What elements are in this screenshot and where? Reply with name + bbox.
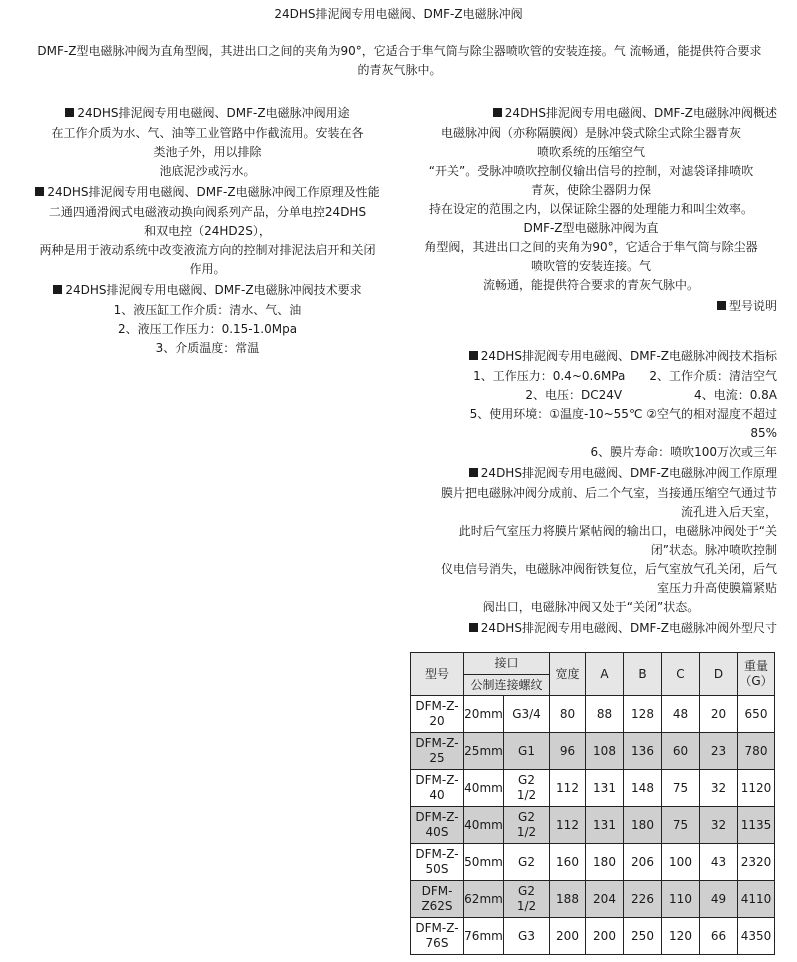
square-bullet-icon	[65, 108, 74, 117]
square-bullet-icon	[469, 351, 478, 360]
cell-weight	[738, 696, 775, 733]
header-model: 型号	[411, 653, 464, 696]
intro-line-2: 的青灰气脉中。	[357, 63, 442, 77]
cell-model	[411, 770, 464, 807]
cell-d	[700, 881, 738, 918]
header-b: B	[624, 653, 662, 696]
tech-line: 3、介质温度：常温	[155, 341, 260, 355]
cell-width-text: 112	[556, 780, 579, 795]
principle-line: 二通四通滑阀式电磁液动换向阀系列产品，分单电控24DHS	[48, 205, 367, 219]
cell-port	[464, 696, 504, 733]
cell-port-text: 40mm	[464, 817, 503, 832]
cell-a-text: 131	[593, 817, 616, 832]
cell-model	[411, 733, 464, 770]
cell-weight	[738, 807, 775, 844]
tech-line: 2、液压工作压力：0.15-1.0Mpa	[117, 322, 298, 336]
cell-a	[586, 807, 624, 844]
table-row	[411, 696, 775, 733]
indicator-heading-text: 24DHS排泥阀专用电磁阀、DMF-Z电磁脉冲阀技术指标	[480, 349, 777, 363]
cell-width-text: 200	[556, 928, 579, 943]
cell-a	[586, 770, 624, 807]
overview-line: DMF-Z型电磁脉冲阀为直	[523, 221, 659, 235]
cell-weight-text: 1135	[740, 817, 772, 832]
cell-width	[550, 844, 586, 881]
cell-port-text: 40mm	[464, 780, 503, 795]
cell-a-text: 200	[593, 928, 616, 943]
header-d: D	[700, 653, 738, 696]
use-line: 在工作介质为水、气、油等工业管路中作截流用。安装在各	[51, 126, 364, 140]
cell-weight-text: 1120	[740, 780, 772, 795]
cell-thread-text: 1/2	[516, 825, 537, 839]
model-note-text: 型号说明	[728, 299, 777, 313]
cell-model-text: DFM-	[421, 884, 453, 898]
working-line: 室压力升高使膜篇紧贴	[656, 581, 777, 595]
cell-model-text: Z62S	[421, 899, 453, 913]
cell-model-text: DFM-Z-	[415, 921, 459, 935]
cell-a	[586, 733, 624, 770]
cell-b	[624, 770, 662, 807]
intro-line-1: DMF-Z型电磁脉冲阀为直角型阀，其进出口之间的夹角为90°，它适合于隼气筒与除尘器喷吹管的安装连接。气 流畅通，能提供符合要求	[37, 44, 762, 58]
indicator-line: 1、工作压力：0.4~0.6MPa 2、工作介质：清洁空气	[473, 369, 777, 383]
cell-b	[624, 807, 662, 844]
cell-c-text: 120	[669, 928, 692, 943]
working-heading-text: 24DHS排泥阀专用电磁阀、DMF-Z电磁脉冲阀工作原理	[480, 466, 777, 480]
cell-b	[624, 733, 662, 770]
use-line: 池底泥沙或污水。	[159, 164, 256, 178]
cell-a	[586, 918, 624, 955]
square-bullet-icon	[717, 301, 726, 310]
square-bullet-icon	[493, 108, 502, 117]
cell-a	[586, 696, 624, 733]
overview-line: 喷吹管的安装连接。气	[530, 259, 651, 273]
cell-thread-text: G2	[518, 773, 535, 787]
left-column	[20, 102, 395, 358]
cell-weight	[738, 918, 775, 955]
table-row	[411, 844, 775, 881]
cell-weight	[738, 733, 775, 770]
overview-line: 角型阀，其进出口之间的夹角为90°，它适合于隼气筒与除尘器	[424, 240, 758, 254]
cell-port-text: 20mm	[464, 706, 503, 721]
cell-c-text: 75	[672, 817, 689, 832]
cell-thread	[504, 807, 550, 844]
cell-port	[464, 844, 504, 881]
cell-port	[464, 770, 504, 807]
cell-model	[411, 881, 464, 918]
header-width: 宽度	[550, 653, 586, 696]
cell-b-text: 128	[631, 706, 654, 721]
overview-line: 流畅通，能提供符合要求的青灰气脉中。	[482, 278, 699, 292]
cell-model-text: DFM-Z-	[415, 736, 459, 750]
cell-model-text: DFM-Z-	[415, 847, 459, 861]
model-note	[405, 295, 777, 317]
square-bullet-icon	[35, 187, 44, 196]
overview-line: “开关”。受脉冲喷吹控制仪输出信号的控制，对滤袋译排喷吹	[428, 164, 754, 178]
cell-b	[624, 881, 662, 918]
working-line: 闭”状态。脉冲喷吹控制	[650, 543, 777, 557]
overview-heading	[405, 102, 777, 124]
cell-port-text: 76mm	[464, 928, 503, 943]
cell-model-text: 40S	[425, 825, 449, 839]
cell-width-text: 96	[559, 743, 576, 758]
cell-b-text: 206	[631, 854, 654, 869]
cell-thread-text: G3/4	[512, 706, 541, 721]
cell-b-text: 180	[631, 817, 654, 832]
use-heading-text: 24DHS排泥阀专用电磁阀、DMF-Z电磁脉冲阀用途	[77, 106, 350, 120]
cell-a-text: 131	[593, 780, 616, 795]
cell-d-text: 49	[710, 891, 727, 906]
cell-thread-text: 1/2	[516, 899, 537, 913]
cell-c	[662, 696, 700, 733]
working-heading	[405, 462, 777, 484]
cell-a-text: 180	[593, 854, 616, 869]
cell-b	[624, 918, 662, 955]
cell-c	[662, 844, 700, 881]
cell-model-text: 76S	[425, 936, 449, 950]
indicator-line: 5、使用环境：①温度-10~55℃ ②空气的相对湿度不超过	[469, 407, 777, 421]
cell-width	[550, 733, 586, 770]
cell-weight-text: 2320	[740, 854, 772, 869]
cell-model-text: 40	[429, 788, 445, 802]
cell-a	[586, 844, 624, 881]
header-weight	[738, 653, 775, 696]
cell-port-text: 25mm	[464, 743, 503, 758]
indicator-line: 6、膜片寿命：喷吹100万次或三年	[590, 445, 777, 459]
cell-weight-text: 4110	[740, 891, 772, 906]
tech-heading-text: 24DHS排泥阀专用电磁阀、DMF-Z电磁脉冲阀技术要求	[65, 283, 362, 297]
cell-model	[411, 696, 464, 733]
cell-c	[662, 918, 700, 955]
header-port: 接口	[464, 653, 550, 675]
cell-c	[662, 733, 700, 770]
cell-c	[662, 770, 700, 807]
cell-c-text: 75	[672, 780, 689, 795]
cell-weight-text: 780	[744, 743, 768, 758]
principle-line: 和双电控（24HD2S），	[144, 224, 271, 238]
working-line: 阀出口，电磁脉冲阀又处于“关闭”状态。	[482, 600, 700, 614]
square-bullet-icon	[469, 623, 478, 632]
cell-width-text: 188	[556, 891, 579, 906]
cell-c-text: 110	[669, 891, 692, 906]
principle-heading-text: 24DHS排泥阀专用电磁阀、DMF-Z电磁脉冲阀工作原理及性能	[47, 185, 380, 199]
cell-weight	[738, 844, 775, 881]
working-line: 此时后气室压力将膜片紧帖阀的输出口，电磁脉冲阀处于“关	[458, 524, 777, 538]
overview-line: 持在设定的范围之内，以保证除尘器的处理能力和叫尘效率。	[428, 202, 753, 216]
cell-c-text: 60	[672, 743, 689, 758]
cell-d-text: 32	[710, 817, 727, 832]
cell-thread-text: 1/2	[516, 788, 537, 802]
overview-line: 喷吹系统的压缩空气	[536, 145, 645, 159]
cell-d	[700, 696, 738, 733]
header-weight-line: 重量	[743, 659, 768, 673]
cell-width	[550, 696, 586, 733]
cell-width	[550, 881, 586, 918]
dims-heading-text: 24DHS排泥阀专用电磁阀、DMF-Z电磁脉冲阀外型尺寸	[480, 621, 777, 635]
cell-width	[550, 807, 586, 844]
indicator-line: 85%	[750, 426, 777, 440]
cell-width	[550, 770, 586, 807]
cell-a-text: 204	[593, 891, 616, 906]
table-row	[411, 770, 775, 807]
table-row	[411, 918, 775, 955]
cell-c	[662, 807, 700, 844]
square-bullet-icon	[53, 285, 62, 294]
cell-thread	[504, 770, 550, 807]
cell-port-text: 62mm	[464, 891, 503, 906]
cell-weight	[738, 770, 775, 807]
use-heading	[20, 102, 395, 124]
cell-c-text: 48	[672, 706, 689, 721]
cell-width-text: 112	[556, 817, 579, 832]
cell-thread-text: G1	[518, 743, 535, 758]
cell-d	[700, 733, 738, 770]
intro-paragraph	[6, 42, 793, 80]
cell-thread	[504, 918, 550, 955]
principle-line: 两种是用于液动系统中改变液流方向的控制对排泥法启开和关闭	[39, 243, 376, 257]
tech-line: 1、液压缸工作介质：清水、气、油	[113, 303, 302, 317]
cell-width-text: 80	[559, 706, 576, 721]
principle-line: 作用。	[189, 262, 226, 276]
cell-d-text: 66	[710, 928, 727, 943]
indicator-heading	[405, 345, 777, 367]
cell-model-text: 25	[429, 751, 445, 765]
overview-line: 电磁脉冲阀（亦称隔膜阀）是脉冲袋式除尘式除尘器青灰	[440, 126, 741, 140]
cell-model-text: 50S	[425, 862, 449, 876]
cell-thread	[504, 733, 550, 770]
tech-heading	[20, 279, 395, 301]
cell-d-text: 43	[710, 854, 727, 869]
cell-b-text: 148	[631, 780, 654, 795]
indicator-line: 2、电压：DC24V 4、电流：0.8A	[525, 388, 777, 402]
cell-d	[700, 770, 738, 807]
cell-a	[586, 881, 624, 918]
working-line: 膜片把电磁脉冲阀分成前、后二个气室，当接通压缩空气通过节	[440, 486, 777, 500]
cell-b-text: 226	[631, 891, 654, 906]
use-line: 类池子外，用以排除	[153, 145, 262, 159]
header-a: A	[586, 653, 624, 696]
cell-thread	[504, 844, 550, 881]
cell-port-text: 50mm	[464, 854, 503, 869]
spec-table	[410, 652, 775, 955]
cell-d	[700, 918, 738, 955]
cell-b	[624, 696, 662, 733]
cell-port	[464, 733, 504, 770]
cell-b-text: 136	[631, 743, 654, 758]
cell-weight	[738, 881, 775, 918]
cell-model	[411, 918, 464, 955]
working-line: 仪电信号消失，电磁脉冲阀衔铁复位，后气室放气孔关闭，后气	[440, 562, 777, 576]
right-column	[405, 102, 777, 639]
working-line: 流孔进入后天室，	[680, 505, 777, 519]
cell-thread-text: G3	[518, 928, 535, 943]
square-bullet-icon	[469, 468, 478, 477]
cell-port	[464, 918, 504, 955]
table-row	[411, 881, 775, 918]
cell-d-text: 20	[710, 706, 727, 721]
cell-thread	[504, 696, 550, 733]
cell-d	[700, 807, 738, 844]
cell-thread-text: G2	[518, 884, 535, 898]
spec-table-body	[411, 696, 775, 955]
header-weight-unit: （G）	[739, 674, 773, 688]
cell-weight-text: 650	[744, 706, 768, 721]
cell-a-text: 108	[593, 743, 616, 758]
cell-model-text: 20	[429, 714, 445, 728]
table-row	[411, 733, 775, 770]
cell-d-text: 23	[710, 743, 727, 758]
cell-b	[624, 844, 662, 881]
cell-a-text: 88	[596, 706, 613, 721]
cell-port	[464, 807, 504, 844]
overview-line: 青灰，使除尘器阴力保	[530, 183, 651, 197]
cell-model-text: DFM-Z-	[415, 773, 459, 787]
cell-weight-text: 4350	[740, 928, 772, 943]
cell-width	[550, 918, 586, 955]
cell-c	[662, 881, 700, 918]
cell-model	[411, 807, 464, 844]
spec-table-header	[411, 653, 775, 696]
dims-heading	[405, 617, 777, 639]
cell-c-text: 100	[669, 854, 692, 869]
page-title: 24DHS排泥阀专用电磁阀、DMF-Z电磁脉冲阀	[274, 7, 523, 21]
cell-b-text: 250	[631, 928, 654, 943]
cell-model-text: DFM-Z-	[415, 699, 459, 713]
cell-model-text: DFM-Z-	[415, 810, 459, 824]
cell-width-text: 160	[556, 854, 579, 869]
cell-thread-text: G2	[518, 854, 535, 869]
table-row	[411, 807, 775, 844]
cell-model	[411, 844, 464, 881]
overview-heading-text: 24DHS排泥阀专用电磁阀、DMF-Z电磁脉冲阀概述	[504, 106, 777, 120]
cell-d-text: 32	[710, 780, 727, 795]
header-c: C	[662, 653, 700, 696]
header-port-sub: 公制连接螺纹	[464, 675, 550, 696]
cell-port	[464, 881, 504, 918]
cell-thread	[504, 881, 550, 918]
cell-thread-text: G2	[518, 810, 535, 824]
principle-heading	[20, 181, 395, 203]
cell-d	[700, 844, 738, 881]
